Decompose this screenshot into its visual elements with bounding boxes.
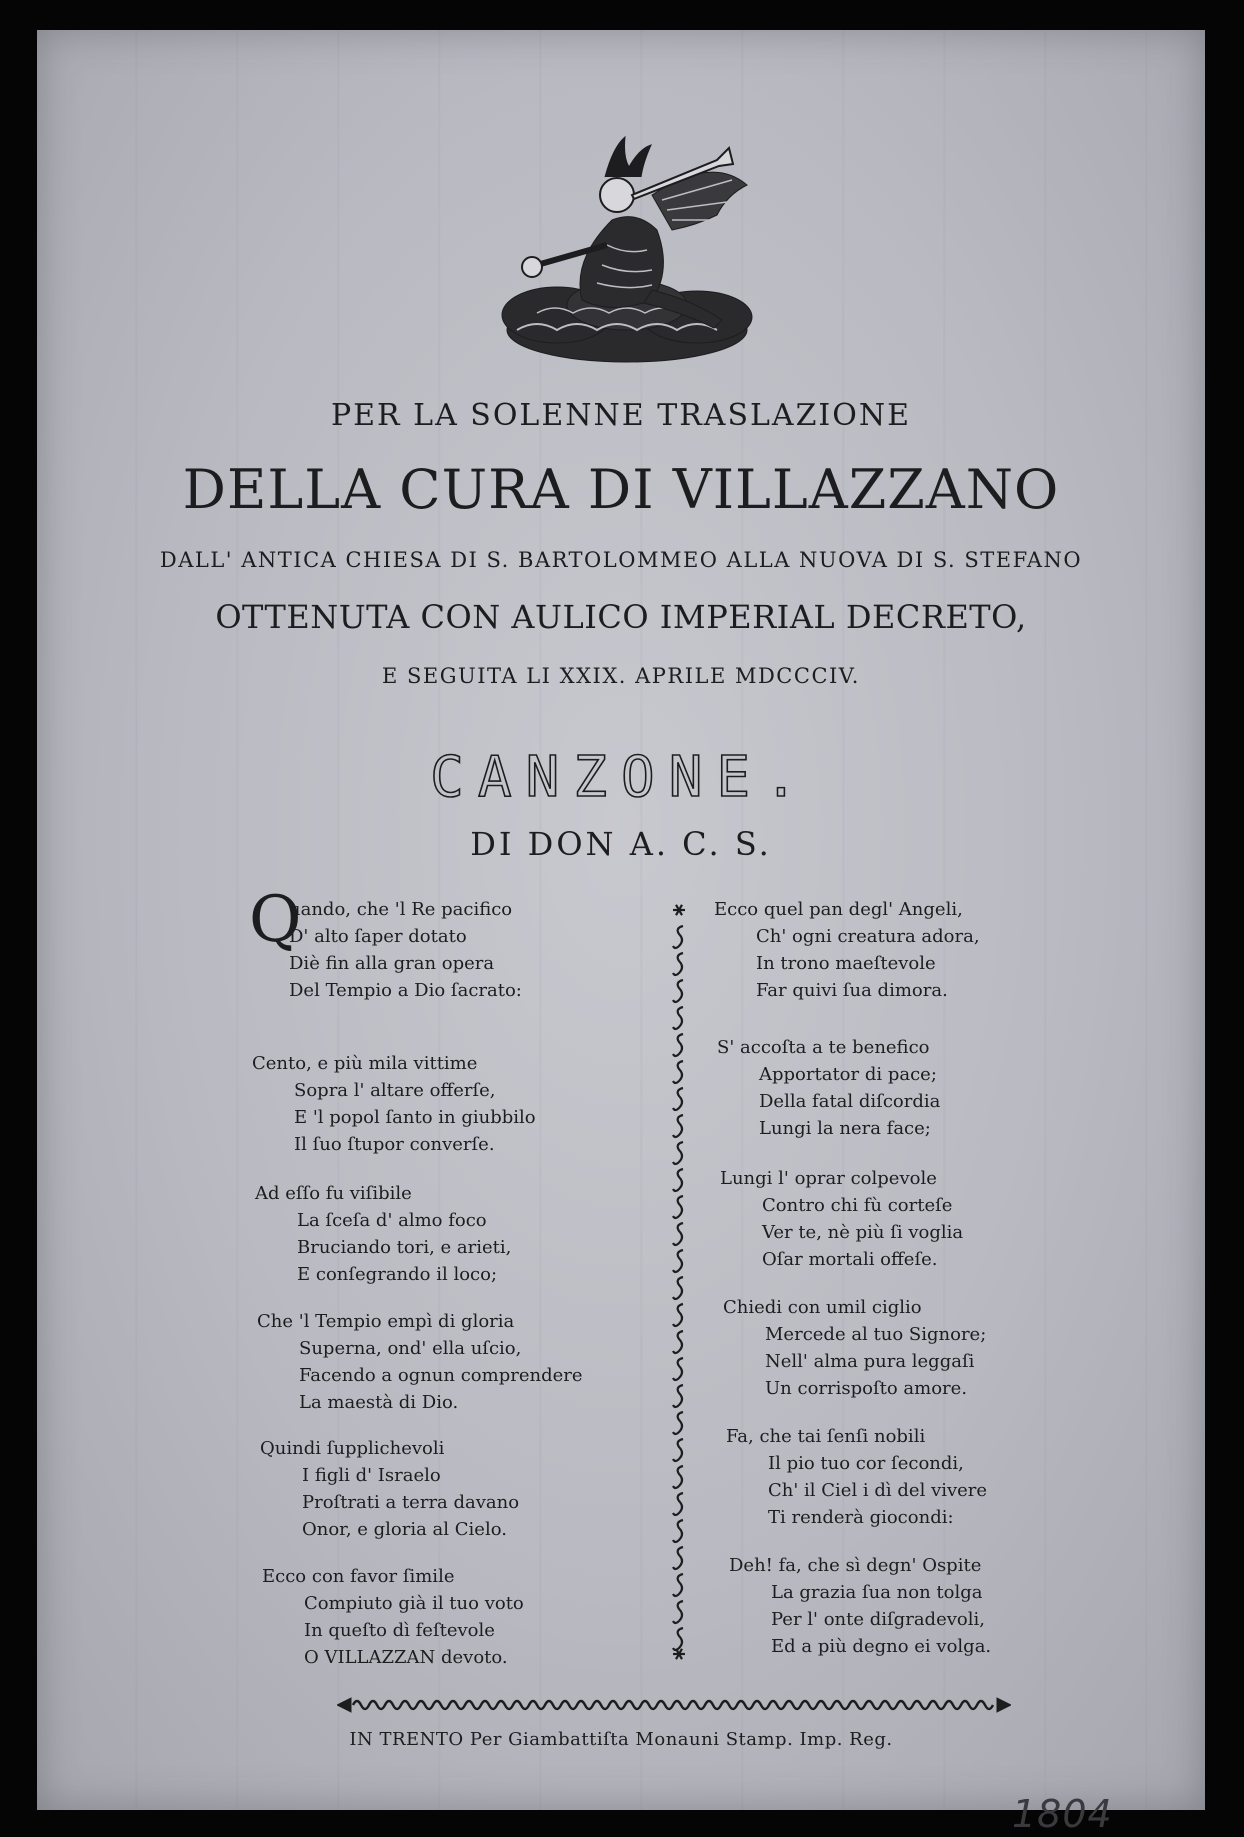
verse-line: Superna, ond' ella uſcio, <box>299 1338 522 1359</box>
verse-line: Della fatal diſcordia <box>759 1091 941 1112</box>
drop-cap: Q <box>249 883 302 957</box>
broadside-sheet <box>37 30 1205 1836</box>
verse-line: La grazia ſua non tolga <box>771 1582 983 1603</box>
verse-line: Ad eſſo fu viſibile <box>255 1183 412 1204</box>
verse-line: La maestà di Dio. <box>299 1392 459 1413</box>
verse-line: E 'l popol ſanto in giubbilo <box>294 1107 536 1128</box>
verse-line: Per l' onte diſgradevoli, <box>771 1609 985 1630</box>
verse-line: Ch' ogni creatura adora, <box>756 926 980 947</box>
verse-line: Chiedi con umil ciglio <box>723 1297 922 1318</box>
title-line-dall-antica-chiesa: DALL' ANTICA CHIESA DI S. BARTOLOMMEO ALLA NUOVA DI S. STEFANO <box>159 548 1083 572</box>
verse-line: Quindi ſupplichevoli <box>260 1438 445 1459</box>
handwritten-date: 1804 <box>1012 1792 1113 1836</box>
verse-line: La ſceſa d' almo foco <box>297 1210 487 1231</box>
verse-line: I figli d' Israelo <box>302 1465 441 1486</box>
author-line: DI DON A. C. S. <box>470 825 772 863</box>
verse-line: Cento, e più mila vittime <box>252 1053 478 1074</box>
left-stanza-5 <box>260 1435 519 1543</box>
right-stanza-5 <box>726 1423 987 1531</box>
left-stanza-2 <box>252 1050 536 1158</box>
verse-line: Bruciando tori, e arieti, <box>297 1237 512 1258</box>
verse-line: Mercede al tuo Signore; <box>765 1324 987 1345</box>
title-line-ottenuta: OTTENUTA CON AULICO IMPERIAL DECRETO, <box>215 598 1027 636</box>
verse-line: Apportator di pace; <box>759 1064 937 1085</box>
verse-line: Compiuto già il tuo voto <box>304 1593 524 1614</box>
verse-line: Ecco con favor ſimile <box>262 1566 455 1587</box>
left-stanza-6 <box>262 1563 524 1671</box>
column-divider-ornaments <box>659 896 699 1666</box>
verse-line: Del Tempio a Dio ſacrato: <box>289 980 522 1001</box>
verse-line: Oſar mortali offeſe. <box>762 1249 938 1270</box>
left-stanza-4 <box>257 1308 583 1416</box>
left-stanza-3 <box>255 1180 511 1288</box>
verse-line: Ver te, nè più ſi voglia <box>762 1222 964 1243</box>
ornamental-rule <box>337 1695 1011 1715</box>
right-stanza-3 <box>720 1165 963 1273</box>
printer-imprint: IN TRENTO Per Giambattiſta Monauni Stamp. Imp. Reg. <box>349 1729 893 1750</box>
right-stanza-4 <box>723 1294 986 1402</box>
verse-line: Contro chi fù corteſe <box>762 1195 953 1216</box>
verse-line: Il pio tuo cor ſecondi, <box>768 1453 964 1474</box>
title-line-per-la-solenne: PER LA SOLENNE TRASLAZIONE <box>330 398 912 433</box>
verse-line: In queſto dì feſtevole <box>304 1620 495 1641</box>
canzone-heading: CANZONE. <box>430 745 812 810</box>
left-stanza-1 <box>289 896 512 923</box>
verse-line: Far quivi ſua dimora. <box>756 980 948 1001</box>
verse-line: O VILLAZZAN devoto. <box>304 1647 508 1668</box>
verse-line: Ti renderà giocondi: <box>768 1507 954 1528</box>
verse-line: Ecco quel pan degl' Angeli, <box>714 899 963 920</box>
verse-line: Ed a più degno ei volga. <box>771 1636 992 1657</box>
title-line-e-seguita: E SEGUITA LI XXIX. APRILE MDCCCIV. <box>382 664 860 688</box>
right-stanza-2 <box>717 1034 940 1142</box>
verse-line: D' alto ſaper dotato <box>289 926 467 947</box>
verse-line: Lungi l' oprar colpevole <box>720 1168 937 1189</box>
trumpeting-angel-woodcut <box>477 125 787 375</box>
verse-line: Nell' alma pura leggaſi <box>765 1351 975 1372</box>
verse-line: Lungi la nera face; <box>759 1118 931 1139</box>
left-stanza-1-cont <box>289 923 522 1004</box>
verse-line: Ch' il Ciel i dì del vivere <box>768 1480 988 1501</box>
verse-line: E conſegrando il loco; <box>297 1264 498 1285</box>
verse-line: Onor, e gloria al Cielo. <box>302 1519 507 1540</box>
verse-line: uando, che 'l Re pacifico <box>289 899 513 920</box>
verse-line: S' accoſta a te benefico <box>717 1037 930 1058</box>
title-line-della-cura: DELLA CURA DI VILLAZZANO <box>182 458 1060 521</box>
verse-line: In trono maeſtevole <box>756 953 936 974</box>
verse-line: Fa, che tai ſenſi nobili <box>726 1426 926 1447</box>
verse-line: Diè fin alla gran opera <box>289 953 495 974</box>
right-stanza-6 <box>729 1552 991 1660</box>
right-stanza-1 <box>714 896 980 1004</box>
verse-line: Proſtrati a terra davano <box>302 1492 520 1513</box>
verse-line: Deh! fa, che sì degn' Ospite <box>729 1555 982 1576</box>
verse-line: Facendo a ognun comprendere <box>299 1365 583 1386</box>
verse-line: Il ſuo ſtupor converſe. <box>294 1134 495 1155</box>
verse-line: Sopra l' altare offerſe, <box>294 1080 496 1101</box>
verse-line: Un corrispoſto amore. <box>765 1378 968 1399</box>
verse-line: Che 'l Tempio empì di gloria <box>257 1311 515 1332</box>
